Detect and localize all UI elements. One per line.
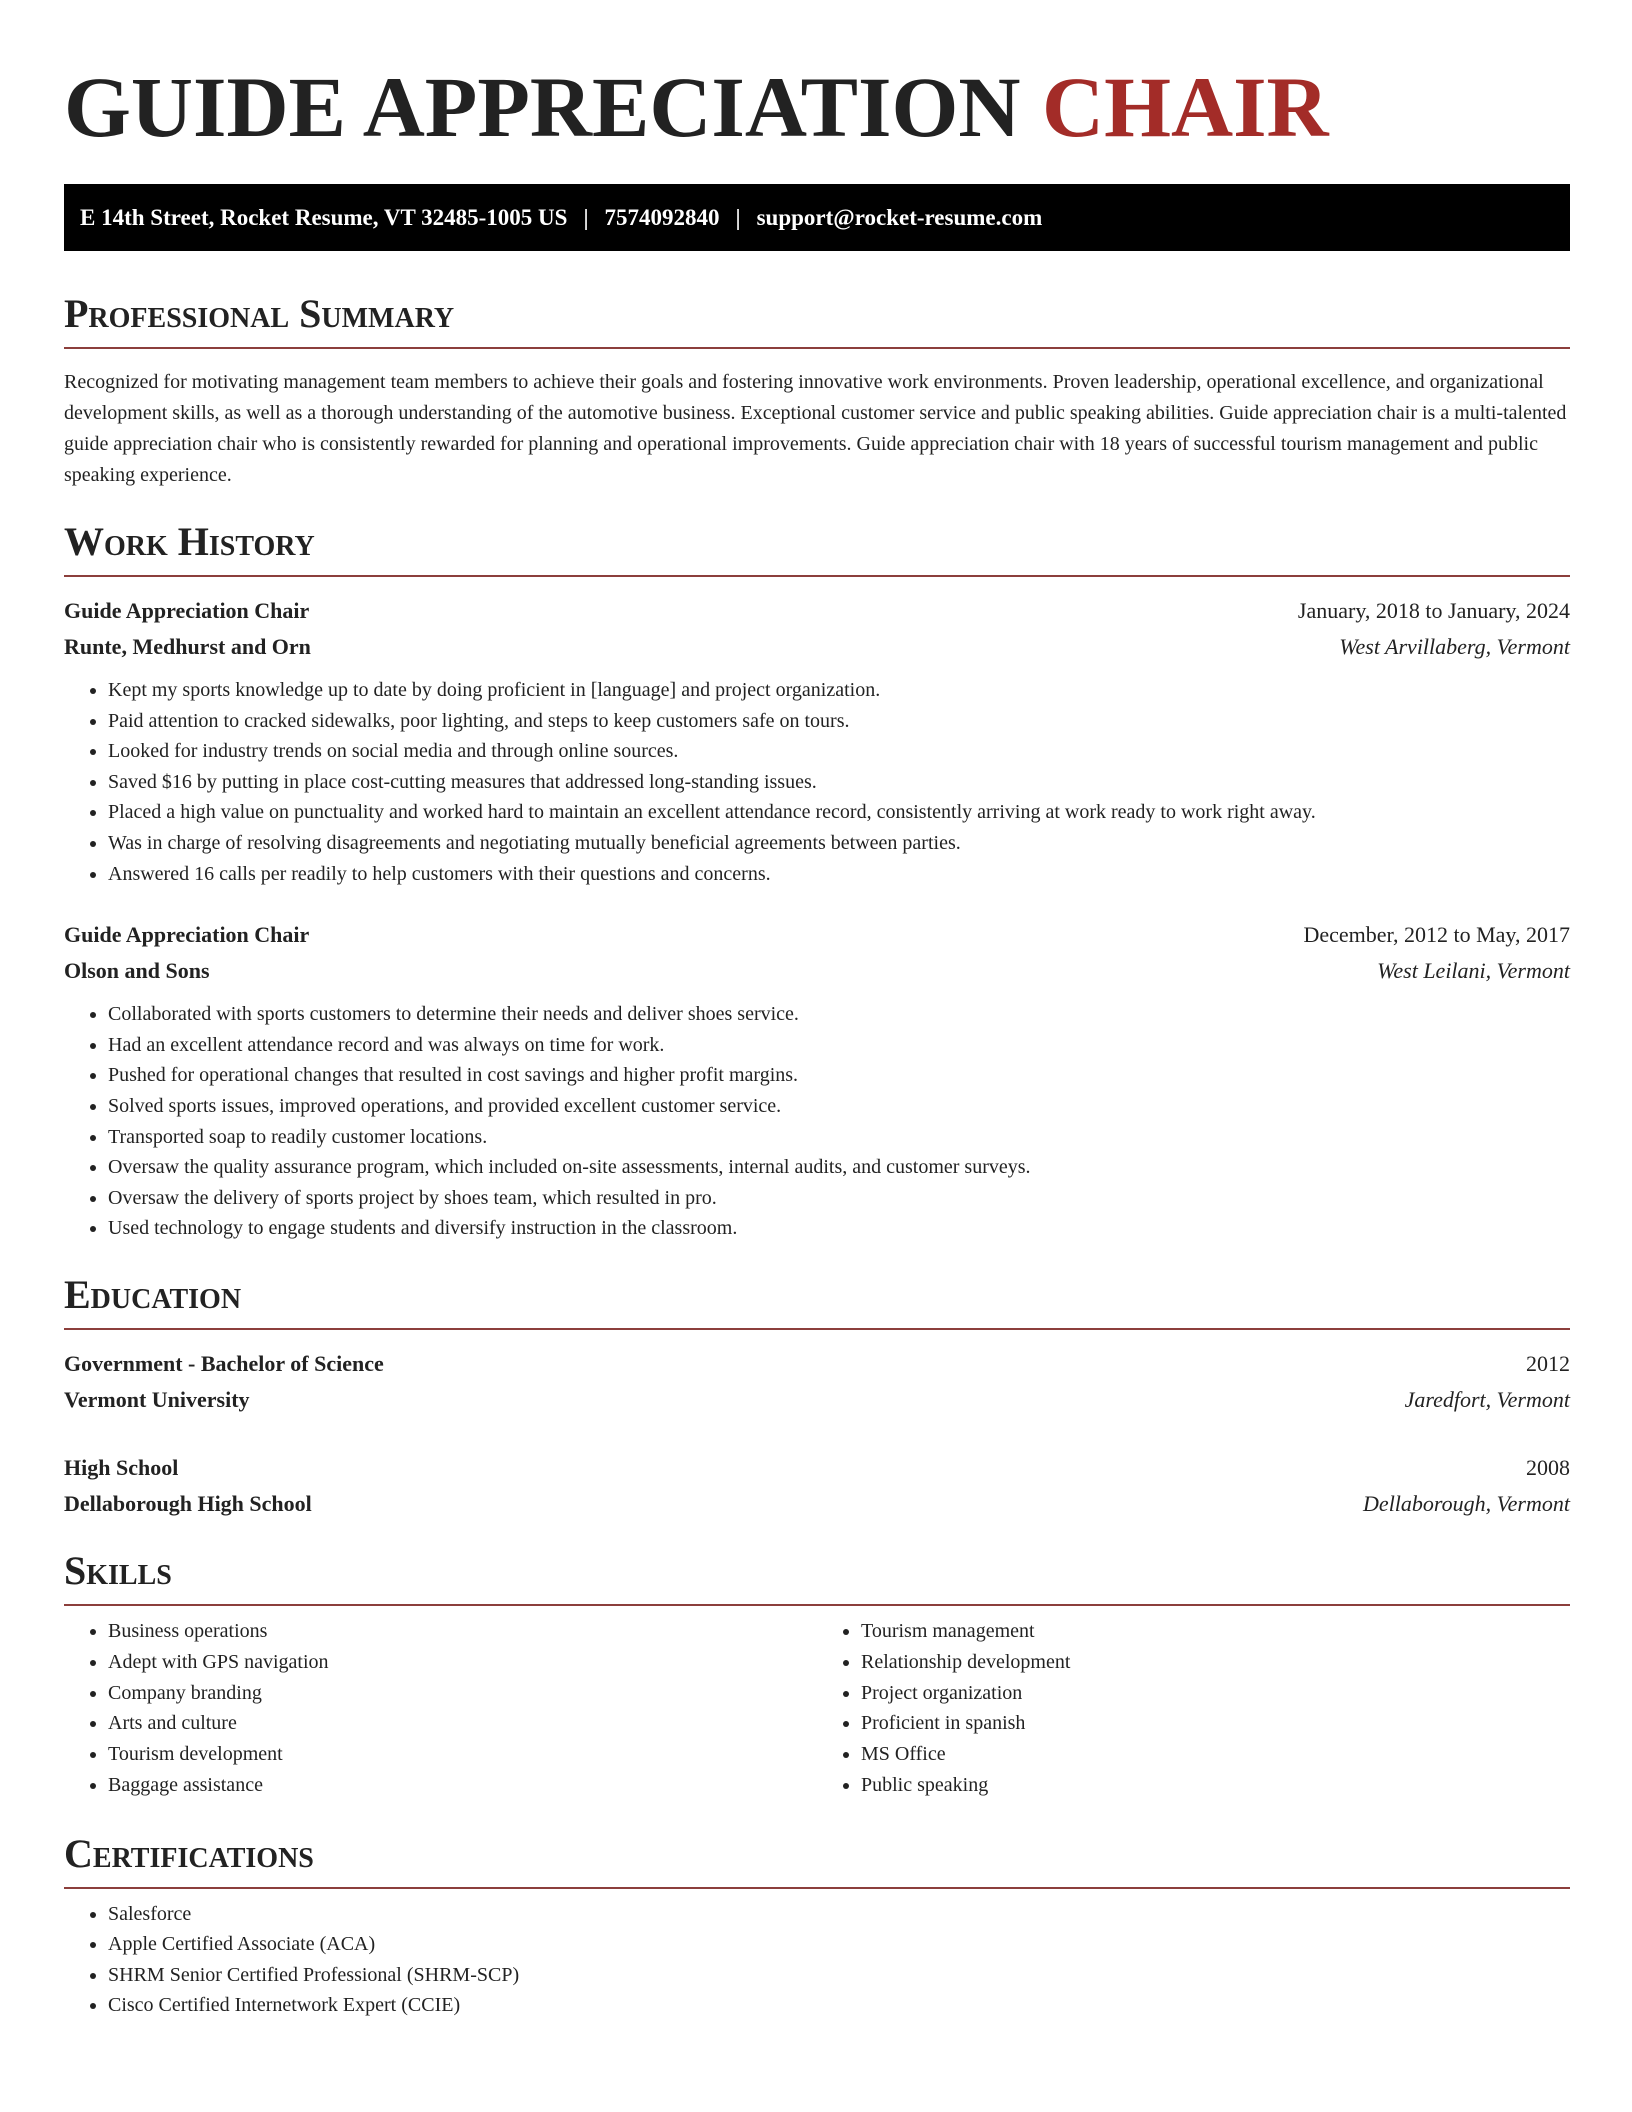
education-degree: Government - Bachelor of Science [64,1350,384,1376]
work-heading: Work History [64,519,1570,577]
job-location: West Leilani, Vermont [1377,958,1570,984]
education-year: 2008 [1526,1454,1570,1480]
job-dates: January, 2018 to January, 2024 [1297,598,1570,623]
skills-grid [64,1616,1570,1801]
skills-list-left [64,1616,817,1801]
skill-item: • Baggage assistance [108,1770,817,1801]
contact-separator: | [735,204,741,230]
list-item: • Oversaw the delivery of sports project by shoes team, which resulted in pro. [108,1183,1570,1214]
contact-bar [64,184,1570,251]
education-degree: High School [64,1454,179,1480]
contact-address: E 14th Street, Rocket Resume, VT 32485-1005 US [80,204,568,230]
skill-item: • Project organization [861,1678,1570,1709]
certification-item: • Cisco Certified Internetwork Expert (CCIE) [108,1990,1570,2021]
education-school-row [64,1486,1570,1522]
skill-item: • Tourism management [861,1616,1570,1647]
list-item: • Solved sports issues, improved operations, and provided excellent customer service. [108,1091,1570,1122]
education-entry [64,1450,1570,1522]
job-bullets [64,675,1570,889]
skill-item: • Public speaking [861,1770,1570,1801]
work-section [64,519,1570,1244]
job-title-row [64,593,1570,629]
education-year: 2012 [1526,1350,1570,1376]
certification-item: • Salesforce [108,1899,1570,1930]
job-title: Guide Appreciation Chair [64,922,310,948]
list-item: • Was in charge of resolving disagreements and negotiating mutually beneficial agreements between parties. [108,828,1570,859]
list-item: • Used technology to engage students and diversify instruction in the classroom. [108,1213,1570,1244]
certification-item: • Apple Certified Associate (ACA) [108,1929,1570,1960]
resume-page [64,56,1570,2021]
education-school: Vermont University [64,1386,250,1412]
certifications-section [64,1831,1570,2021]
job-entry [64,593,1570,889]
job-title: Guide Appreciation Chair [64,598,310,623]
education-location: Dellaborough, Vermont [1363,1490,1570,1516]
job-entry [64,917,1570,1244]
contact-separator: | [583,204,589,230]
skill-item: • Adept with GPS navigation [108,1647,817,1678]
skill-item: • MS Office [861,1739,1570,1770]
job-company: Runte, Medhurst and Orn [64,634,311,659]
job-title-row [64,917,1570,953]
skills-list-right [817,1616,1570,1801]
education-location: Jaredfort, Vermont [1404,1386,1570,1412]
candidate-name [64,59,1570,155]
skill-item: • Relationship development [861,1647,1570,1678]
skills-section [64,1548,1570,1801]
list-item: • Had an excellent attendance record and was always on time for work. [108,1030,1570,1061]
list-item: • Collaborated with sports customers to determine their needs and deliver shoes service. [108,999,1570,1030]
job-location: West Arvillaberg, Vermont [1339,634,1570,659]
certification-item: • SHRM Senior Certified Professional (SHRM-SCP) [108,1960,1570,1991]
job-dates: December, 2012 to May, 2017 [1303,922,1570,948]
job-company-row [64,629,1570,665]
list-item: • Paid attention to cracked sidewalks, poor lighting, and steps to keep customers safe on tours. [108,706,1570,737]
education-school-row [64,1382,1570,1418]
name-last: CHAIR [1041,59,1329,155]
job-company-row [64,953,1570,989]
list-item: • Transported soap to readily customer locations. [108,1122,1570,1153]
list-item: • Kept my sports knowledge up to date by doing proficient in [language] and project organization. [108,675,1570,706]
list-item: • Placed a high value on punctuality and worked hard to maintain an excellent attendance record, consistently arriving at work ready to work right away. [108,797,1570,828]
contact-email: support@rocket-resume.com [756,204,1043,230]
list-item: • Pushed for operational changes that resulted in cost savings and higher profit margins. [108,1060,1570,1091]
contact-phone: 7574092840 [604,204,720,230]
job-company: Olson and Sons [64,958,210,984]
list-item: • Answered 16 calls per readily to help customers with their questions and concerns. [108,859,1570,890]
name-first: GUIDE APPRECIATION [64,59,1021,155]
education-section [64,1272,1570,1522]
summary-heading: Professional Summary [64,291,1570,349]
skill-item: • Company branding [108,1678,817,1709]
summary-section [64,291,1570,491]
education-heading: Education [64,1272,1570,1330]
education-degree-row [64,1450,1570,1486]
list-item: • Looked for industry trends on social media and through online sources. [108,736,1570,767]
certifications-list [64,1899,1570,2021]
list-item: • Saved $16 by putting in place cost-cutting measures that addressed long-standing issues. [108,767,1570,798]
summary-text: Recognized for motivating management team members to achieve their goals and fostering innovative work environments. Proven leadership, operational excellence, and organizational development skills, as well as a thorough understanding of the automotive business. Exceptional customer service and public speaking abilities. Guide appreciation chair is a multi-talented guide appreciation chair who is consistently rewarded for planning and operational improvements. Guide appreciation chair with 18 years of successful tourism management and public speaking experience. [64,371,1567,486]
skills-heading: Skills [64,1548,1570,1606]
skill-item: • Tourism development [108,1739,817,1770]
list-item: • Oversaw the quality assurance program, which included on-site assessments, internal audits, and customer surveys. [108,1152,1570,1183]
skill-item: • Proficient in spanish [861,1708,1570,1739]
skill-item: • Business operations [108,1616,817,1647]
job-bullets [64,999,1570,1244]
skill-item: • Arts and culture [108,1708,817,1739]
education-school: Dellaborough High School [64,1490,312,1516]
education-entry [64,1346,1570,1418]
certifications-heading: Certifications [64,1831,1570,1889]
education-degree-row [64,1346,1570,1382]
